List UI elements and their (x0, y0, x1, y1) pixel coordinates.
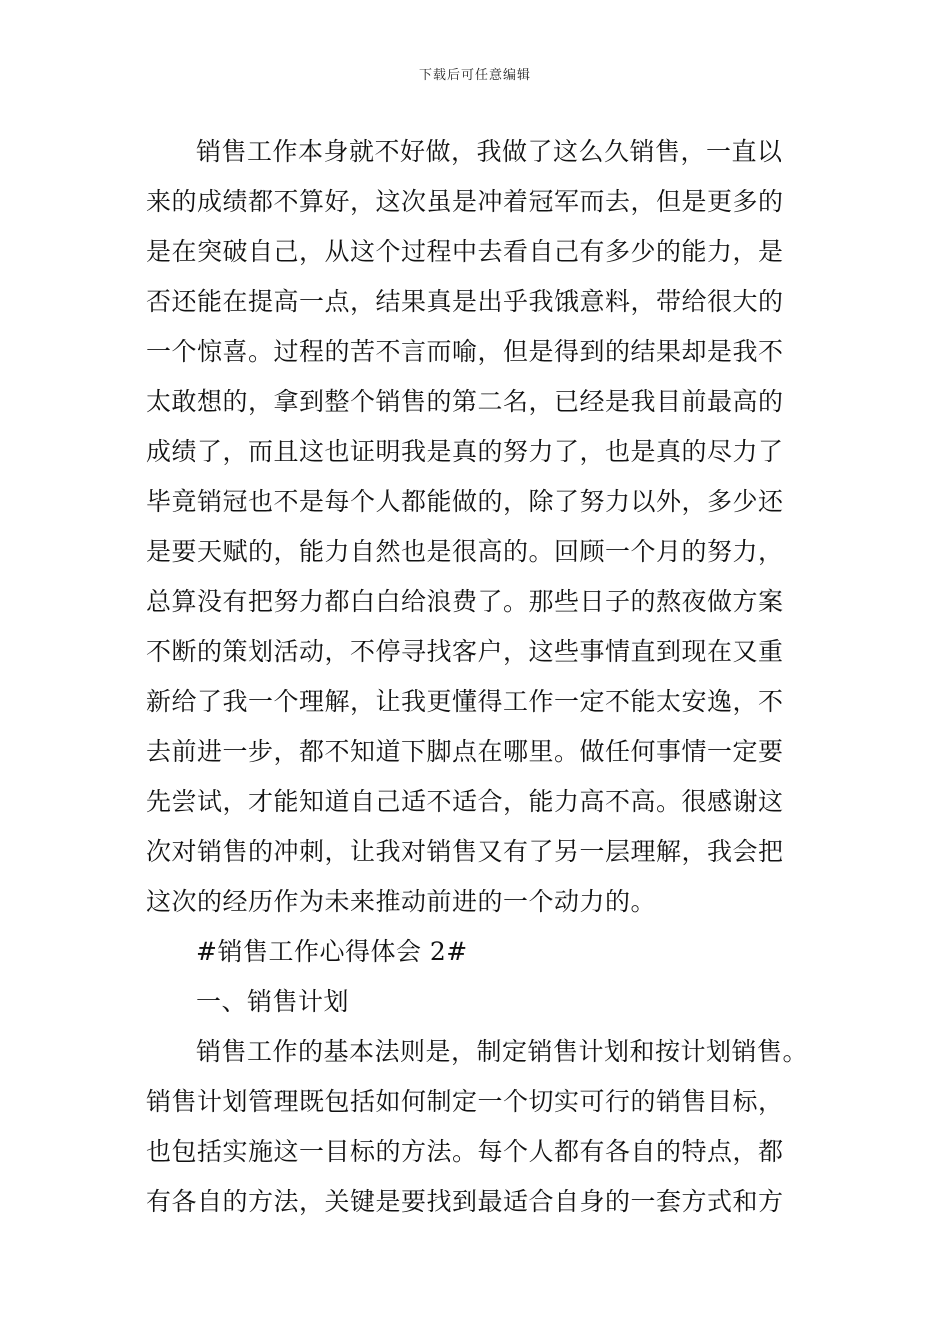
page-header: 下载后可任意编辑 (418, 68, 531, 83)
text-line: 不断的策划活动，不停寻找客户，这些事情直到现在又重 (146, 637, 784, 666)
text-line: 销售工作本身就不好做，我做了这么久销售，一直以 (196, 137, 783, 166)
text-line: 新给了我一个理解，让我更懂得工作一定不能太安逸，不 (146, 687, 784, 716)
text-line: 来的成绩都不算好，这次虽是冲着冠军而去，但是更多的 (146, 187, 784, 216)
text-line: 次对销售的冲刺，让我对销售又有了另一层理解，我会把 (146, 837, 784, 866)
text-line: 销售计划管理既包括如何制定一个切实可行的销售目标， (146, 1087, 784, 1116)
text-line: 是要天赋的，能力自然也是很高的。回顾一个月的努力， (146, 537, 784, 566)
text-line: 是在突破自己，从这个过程中去看自己有多少的能力，是 (146, 237, 784, 266)
text-line: 总算没有把努力都白白给浪费了。那些日子的熬夜做方案 (146, 587, 784, 616)
text-line: 一个惊喜。过程的苦不言而喻，但是得到的结果却是我不 (146, 337, 784, 366)
text-line: 否还能在提高一点，结果真是出乎我饿意料，带给很大的 (146, 287, 784, 316)
text-line: 成绩了，而且这也证明我是真的努力了，也是真的尽力了 (146, 437, 784, 466)
text-line: 太敢想的，拿到整个销售的第二名，已经是我目前最高的 (146, 387, 784, 416)
text-line: 先尝试，才能知道自己适不适合，能力高不高。很感谢这 (146, 787, 784, 816)
subsection-heading: 一、销售计划 (196, 987, 350, 1016)
text-line: 毕竟销冠也不是每个人都能做的，除了努力以外，多少还 (146, 487, 784, 516)
text-line: 也包括实施这一目标的方法。每个人都有各自的特点，都 (146, 1137, 784, 1166)
text-line: 有各自的方法，关键是要找到最适合自身的一套方式和方 (146, 1187, 784, 1216)
section-heading: #销售工作心得体会 2# (196, 937, 468, 966)
text-line: 这次的经历作为未来推动前进的一个动力的。 (146, 887, 657, 916)
text-line: 销售工作的基本法则是，制定销售计划和按计划销售。 (196, 1037, 809, 1066)
text-line: 去前进一步，都不知道下脚点在哪里。做任何事情一定要 (146, 737, 784, 766)
